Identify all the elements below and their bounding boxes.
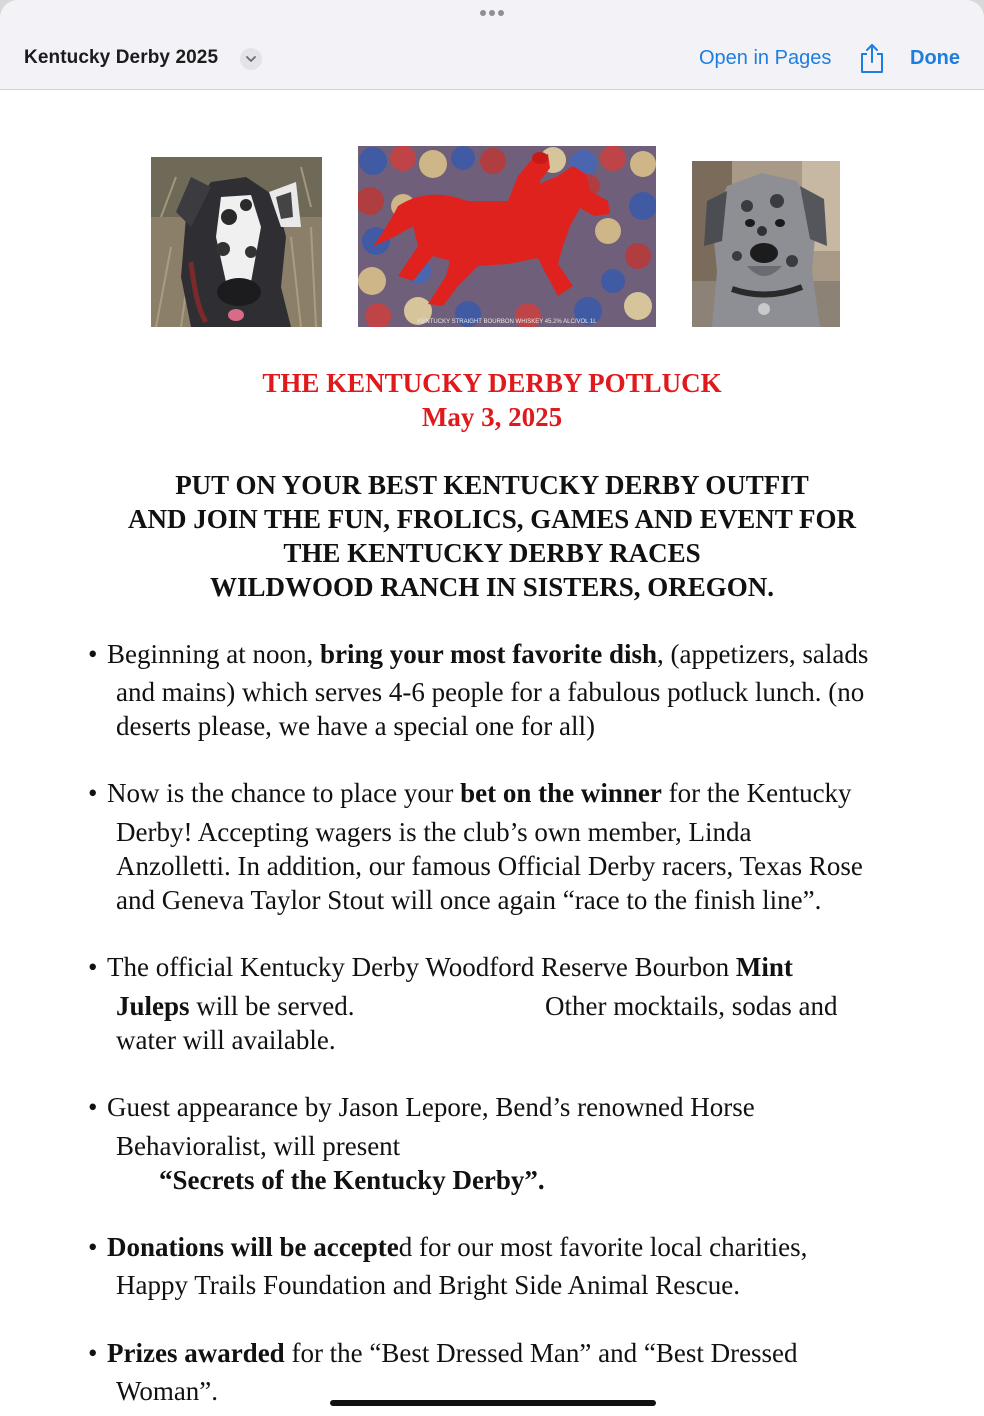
more-dots-icon[interactable] [0,10,984,20]
bullet-5-line-2: Happy Trails Foundation and Bright Side Animal Rescue. [116,1270,740,1300]
bullet-icon: • [88,952,98,982]
bullet-2-line-3: Anzolletti. In addition, our famous Official Derby racers, Texas Rose [116,851,863,881]
bullet-icon: • [88,1232,98,1262]
headline-line-2: AND JOIN THE FUN, FROLICS, GAMES AND EVENT FOR [127,504,857,534]
done-button[interactable]: Done [910,47,960,69]
bullet-1-line-1: Beginning at noon, bring your most favorite dish, (appetizers, salads [107,639,869,669]
headline-line-3: THE KENTUCKY DERBY RACES [283,538,701,568]
bullet-2-line-2: Derby! Accepting wagers is the club’s own member, Linda [116,817,752,847]
image-caption: KENTUCKY STRAIGHT BOURBON WHISKEY 45.2% ALC/VOL 1L [417,319,597,325]
bullet-2-line-1: Now is the chance to place your bet on the winner for the Kentucky [107,778,852,808]
red-racehorse-roses-art [358,146,656,327]
bullet-icon: • [88,1338,98,1368]
bullet-icon: • [88,639,98,669]
bullet-1-line-3: deserts please, we have a special one for all) [116,711,596,741]
bullet-3-line-3: water will available. [116,1025,336,1055]
great-dane-left-photo [151,157,322,327]
bullet-4-line-1: Guest appearance by Jason Lepore, Bend’s renowned Horse [107,1092,755,1122]
event-title: THE KENTUCKY DERBY POTLUCK [262,368,722,398]
bullet-3-line-2: Juleps will be served. [116,991,355,1021]
bullet-4-line-2: Behavioralist, will present [116,1131,401,1161]
bullet-4-line-3: “Secrets of the Kentucky Derby”. [159,1165,545,1195]
headline-line-1: PUT ON YOUR BEST KENTUCKY DERBY OUTFIT [175,470,809,500]
open-in-pages-button[interactable]: Open in Pages [699,47,832,69]
headline-line-4: WILDWOOD RANCH IN SISTERS, OREGON. [209,572,775,602]
bullet-3-line-2-continued: Other mocktails, sodas and [545,991,838,1021]
bullet-icon: • [88,1092,98,1122]
bullet-icon: • [88,778,98,808]
preview-toolbar [0,0,984,90]
share-icon[interactable] [858,42,886,74]
event-date: May 3, 2025 [421,402,563,432]
chevron-down-icon[interactable] [240,48,262,70]
bullet-6-line-1: Prizes awarded for the “Best Dressed Man” and “Best Dressed [107,1338,798,1368]
bullet-2-line-4: and Geneva Taylor Stout will once again “race to the finish line”. [116,885,822,915]
bullet-6-line-2: Woman”. [116,1376,219,1406]
great-dane-right-photo [692,161,840,327]
bullet-3-line-1: The official Kentucky Derby Woodford Reserve Bourbon Mint [107,952,793,982]
bullet-1-line-2: and mains) which serves 4-6 people for a fabulous potluck lunch. (no [116,677,865,707]
bullet-5-line-1: Donations will be accepted for our most favorite local charities, [107,1232,808,1262]
home-indicator[interactable] [330,1400,656,1406]
document-title[interactable]: Kentucky Derby 2025 [24,47,219,68]
